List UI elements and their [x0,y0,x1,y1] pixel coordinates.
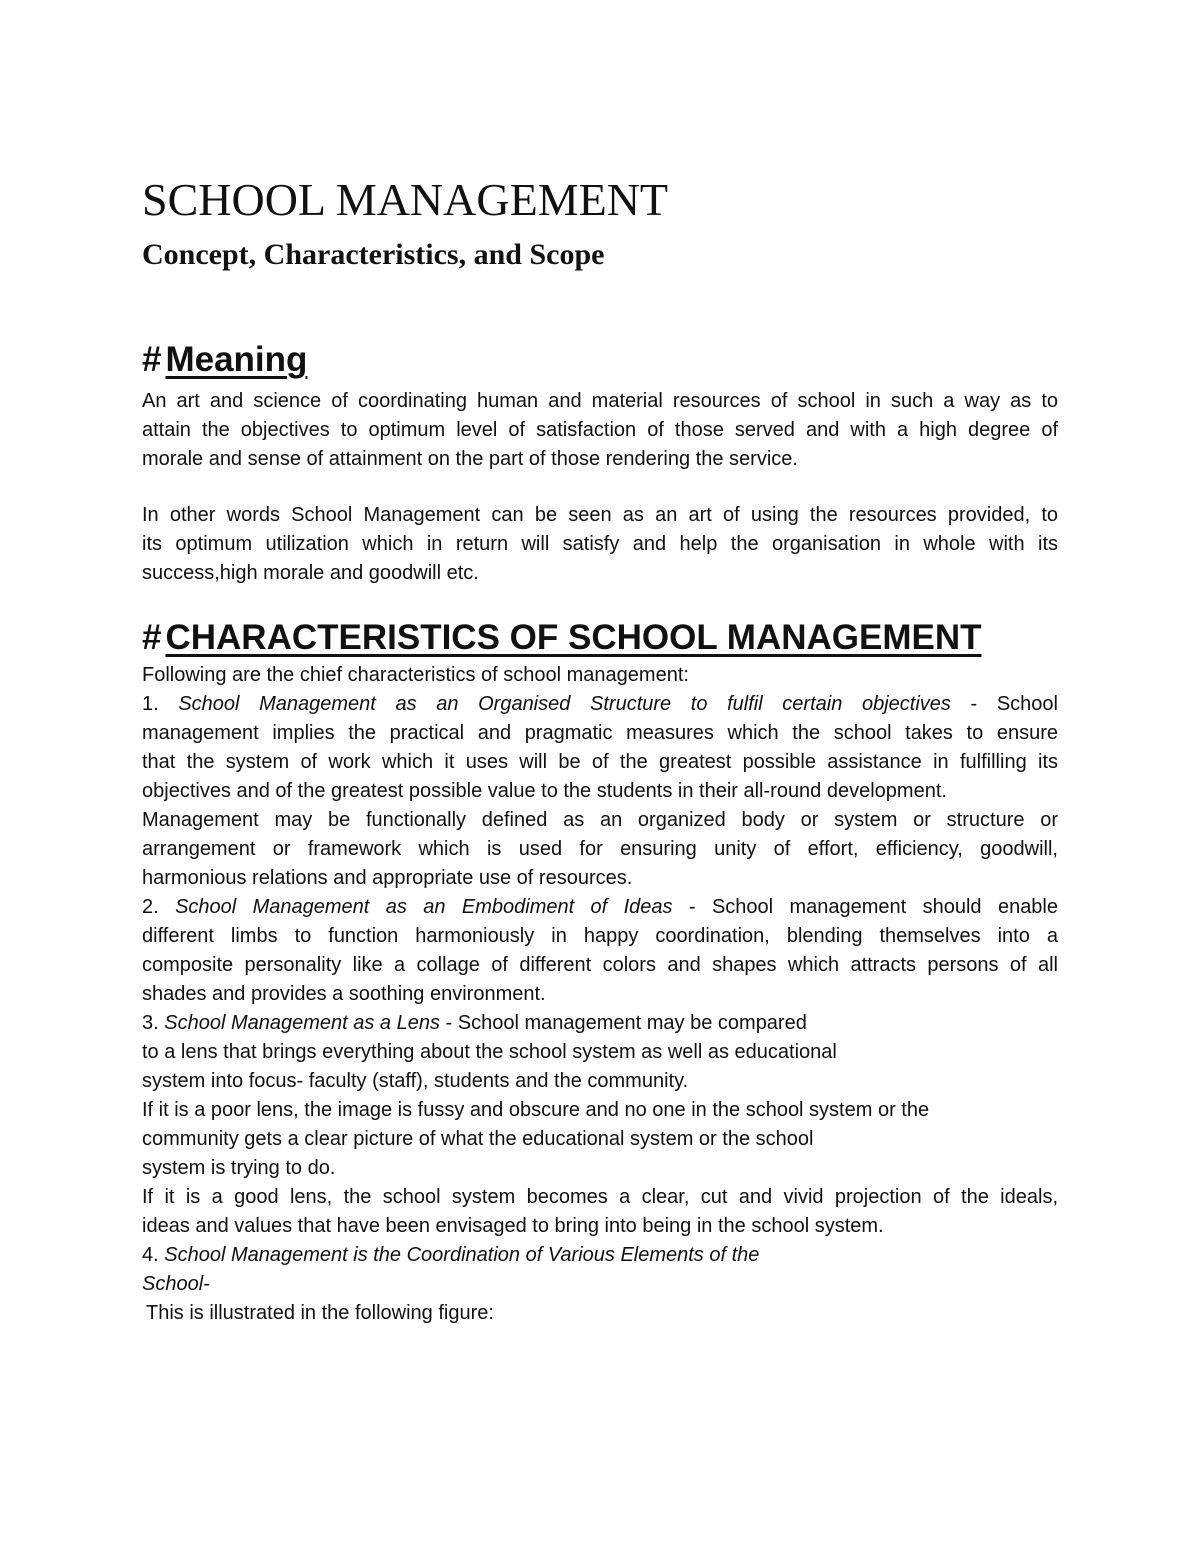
meaning-heading-text: Meaning [165,340,308,379]
hash-symbol: # [142,618,162,657]
paragraph-line: objectives and of the greatest possible value to the students in their all-round development. [142,780,947,802]
paragraph-line: different limbs to function harmoniously in happy coordination, blending themselves into a [142,925,1058,947]
paragraph-line: system into focus- faculty (staff), students and the community. [142,1070,689,1092]
item-3-heading-line [142,1009,1058,1038]
paragraph-line: Management may be functionally defined as an organized body or system or structure or [142,809,1058,831]
paragraph-line: ideas and values that have been envisaged to bring into being in the school system. [142,1215,884,1237]
meaning-paragraph-2 [142,501,1058,588]
item-4-title-continued [142,1270,1058,1299]
item-text: - School management should enable [672,896,1058,918]
item-4-heading-line [142,1241,1058,1270]
paragraph-line: to a lens that brings everything about the school system as well as educational [142,1041,837,1063]
characteristics-intro: Following are the chief characteristics of school management: [142,664,689,686]
paragraph-line: If it is a good lens, the school system becomes a clear, cut and vivid projection of the ideals, [142,1186,1058,1208]
meaning-heading [142,338,307,382]
item-title: School- [142,1273,210,1295]
paragraph-line: attain the objectives to optimum level of satisfaction of those served and with a high degree of [142,419,1058,441]
paragraph-line: In other words School Management can be seen as an art of using the resources provided, to [142,504,1058,526]
characteristics-heading-text: CHARACTERISTICS OF SCHOOL MANAGEMENT [165,618,982,657]
paragraph-line: An art and science of coordinating human and material resources of school in such a way as to [142,390,1058,412]
characteristics-heading [142,616,982,660]
paragraph-line: shades and provides a soothing environment. [142,983,546,1005]
paragraph-line: If it is a poor lens, the image is fussy and obscure and no one in the school system or the [142,1099,930,1121]
item-text: - School [950,693,1058,715]
hash-symbol: # [142,340,162,379]
paragraph-line: success,high morale and goodwill etc. [142,562,479,584]
item-title: School Management as an Embodiment of Ideas [175,896,673,918]
paragraph-line: composite personality like a collage of different colors and shapes which attracts persons of all [142,954,1058,976]
item-text: - School management may be compared [439,1012,807,1034]
paragraph-line: system is trying to do. [142,1157,336,1179]
paragraph-line: community gets a clear picture of what the educational system or the school [142,1128,814,1150]
figure-note: This is illustrated in the following figure: [146,1302,494,1324]
paragraph-line: its optimum utilization which in return will satisfy and help the organisation in whole with its [142,533,1058,555]
paragraph-line: morale and sense of attainment on the part of those rendering the service. [142,448,798,470]
item-title: School Management as a Lens [164,1012,440,1034]
paragraph-line: management implies the practical and pragmatic measures which the school takes to ensure [142,722,1058,744]
item-number: 3. [142,1012,165,1034]
characteristics-body [142,661,1058,1328]
item-number: 2. [142,896,176,918]
document-title: SCHOOL MANAGEMENT [142,174,669,225]
item-title: School Management is the Coordination of Various Elements of the [164,1244,760,1266]
paragraph-line: that the system of work which it uses will be of the greatest possible assistance in fulfilling its [142,751,1058,773]
item-title: School Management as an Organised Structure to fulfil certain objectives [178,693,951,715]
item-1-heading-line [142,690,1058,719]
meaning-paragraph-1 [142,387,1058,474]
paragraph-line: harmonious relations and appropriate use of resources. [142,867,633,889]
item-number: 4. [142,1244,165,1266]
item-2-heading-line [142,893,1058,922]
item-number: 1. [142,693,179,715]
document-subtitle: Concept, Characteristics, and Scope [142,238,605,271]
paragraph-line: arrangement or framework which is used for ensuring unity of effort, efficiency, goodwill, [142,838,1058,860]
